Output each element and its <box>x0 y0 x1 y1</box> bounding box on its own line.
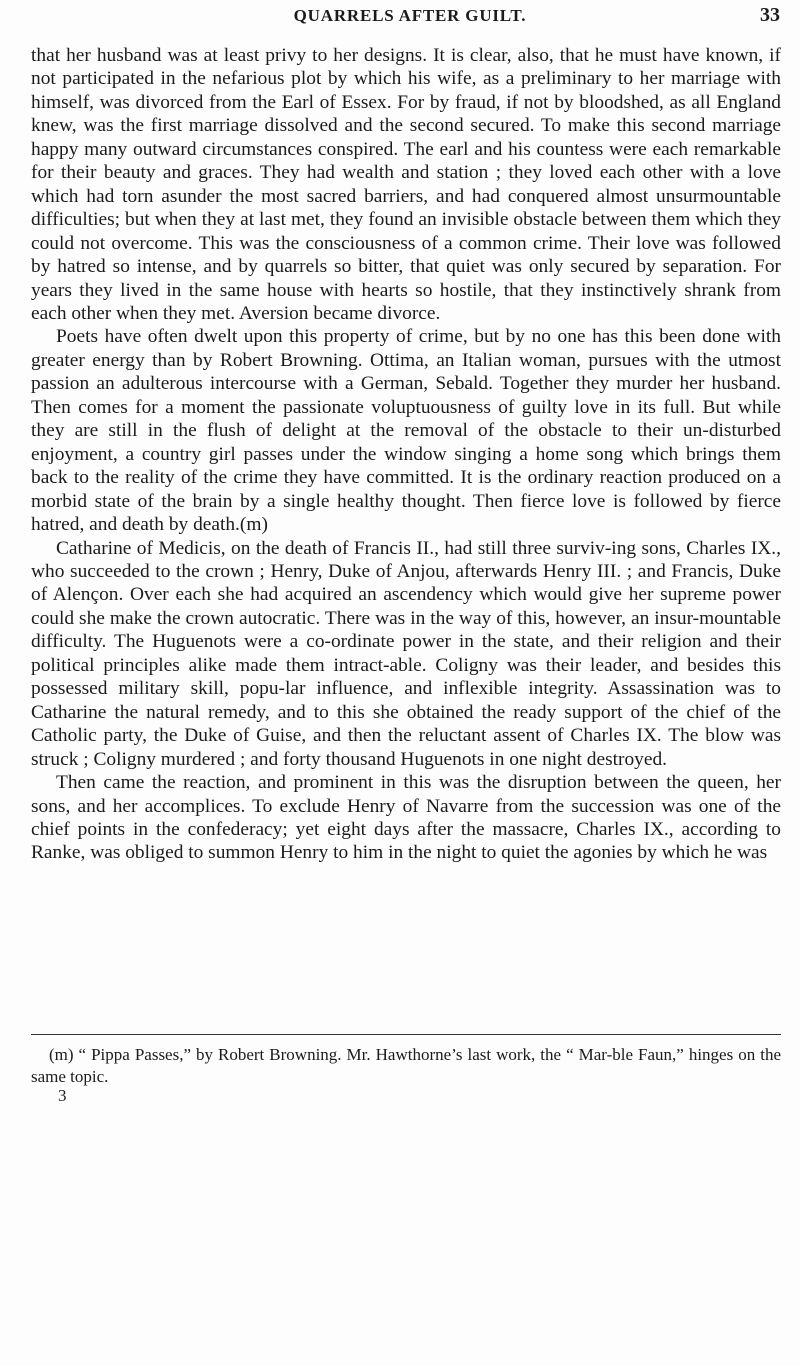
body-text <box>31 44 781 865</box>
paragraph-3: Catharine of Medicis, on the death of Francis II., had still three surviv-ing sons, Charles IX., who succeeded to the crown ; Henry, Duke of Anjou, afterwards Henry III. ; and Francis, Duke of Alençon. Over each she had acquired an ascendency which would give her supreme power could she make the crown autocratic. There was in the way of this, however, an insur-mountable difficulty. The Huguenots were a co-ordinate power in the state, and their religion and their political principles alike made them intract-able. Coligny was their leader, and besides this possessed military skill, popu-lar influence, and inflexible integrity. Assassination was to Catharine the natural remedy, and to this she obtained the ready support of the chief of the Catholic party, the Duke of Guise, and then the reluctant assent of Charles IX. The blow was struck ; Coligny murdered ; and forty thousand Huguenots in one night destroyed. <box>31 537 781 770</box>
running-title: QUARRELS AFTER GUILT. <box>293 6 527 25</box>
footnote-rule <box>31 1034 781 1035</box>
footnote: (m) “ Pippa Passes,” by Robert Browning. Mr. Hawthorne’s last work, the “ Mar-ble Faun,” hinges on the same topic. <box>31 1045 781 1086</box>
paragraph-1: that her husband was at least privy to her designs. It is clear, also, that he must have known, if not participated in the nefarious plot by which his wife, as a preliminary to her marriage with himself, was divorced from the Earl of Essex. For by fraud, if not by bloodshed, as all England knew, was the first marriage dissolved and the second secured. To make this second marriage happy many outward circumstances conspired. The earl and his countess were each remarkable for their beauty and graces. They had wealth and station ; they loved each other with a love which had torn asunder the most sacred barriers, and had conquered almost unsurmountable difficulties; but when they at last met, they found an invisible obstacle between them which they could not overcome. This was the consciousness of a common crime. Their love was followed by hatred so intense, and by quarrels so bitter, that quiet was only secured by separation. For years they lived in the same house with hearts so hostile, that they instinctively shrank from each other when they met. Aversion became divorce. <box>31 45 781 324</box>
signature-mark: 3 <box>58 1086 67 1105</box>
paragraph-4: Then came the reaction, and prominent in this was the disruption between the queen, her sons, and her accomplices. To exclude Henry of Navarre from the succession was one of the chief points in the confederacy; yet eight days after the massacre, Charles IX., according to Ranke, was obliged to summon Henry to him in the night to quiet the agonies by which he was <box>31 772 781 864</box>
page-header <box>40 2 780 32</box>
paragraph-2: Poets have often dwelt upon this property of crime, but by no one has this been done with greater energy than by Robert Browning. Ottima, an Italian woman, pursues with the utmost passion an adulterous intercourse with a German, Sebald. Together they murder her husband. Then comes for a moment the passionate voluptuousness of guilty love in its full. But while they are still in the flush of delight at the removal of the obstacle to their un-disturbed enjoyment, a country girl passes under the window singing a home song which brings them back to the reality of the crime they have committed. It is the ordinary reaction produced on a morbid state of the brain by a single healthy thought. Then fierce love is followed by fierce hatred, and death by death.(m) <box>31 326 781 536</box>
page-number: 33 <box>760 4 780 26</box>
